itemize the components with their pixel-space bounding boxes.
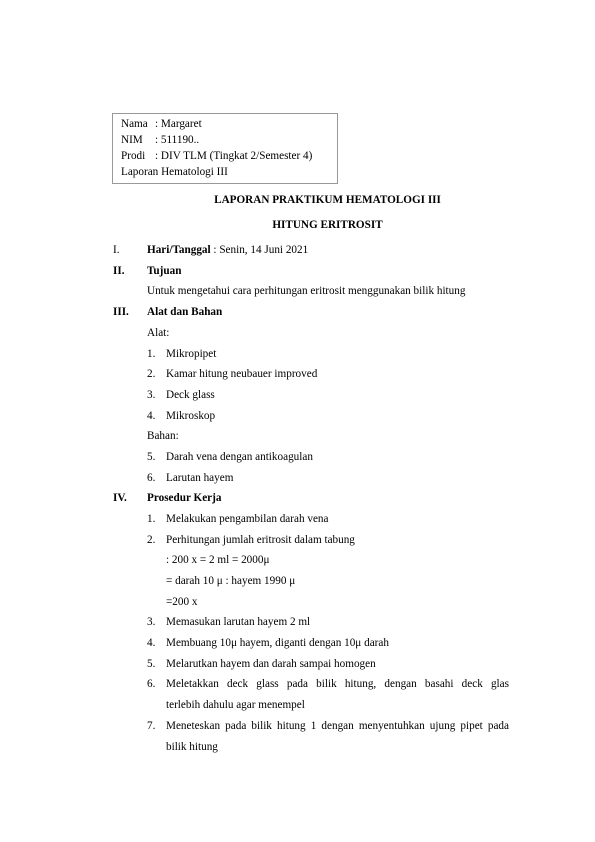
step-1: Melakukan pengambilan darah vena <box>166 513 329 525</box>
bahan-label: Bahan: <box>147 430 179 442</box>
step-6-cont: terlebih dahulu agar menempel <box>166 699 305 711</box>
step-5: Melarutkan hayem dan darah sampai homogen <box>166 658 376 670</box>
bahan-item-5-number: 5. <box>147 451 156 463</box>
alat-item-1: Mikropipet <box>166 348 217 360</box>
step-6-number: 6. <box>147 678 156 690</box>
step-1-number: 1. <box>147 513 156 525</box>
step-7: Meneteskan pada bilik hitung 1 dengan menyentuhkan ujung pipet pada <box>166 720 509 732</box>
name-value: : Margaret <box>155 118 202 130</box>
bahan-item-6-number: 6. <box>147 472 156 484</box>
step-4: Membuang 10μ hayem, diganti dengan 10μ darah <box>166 637 389 649</box>
step-5-number: 5. <box>147 658 156 670</box>
course-name: Laporan Hematologi III <box>121 166 228 178</box>
section-1-date: : Senin, 14 Juni 2021 <box>210 244 309 256</box>
prodi-label: Prodi <box>121 150 146 162</box>
step-3: Memasukan larutan hayem 2 ml <box>166 616 311 628</box>
section-2-text: Untuk mengetahui cara perhitungan eritrosit menggunakan bilik hitung <box>147 285 466 297</box>
step-2-number: 2. <box>147 534 156 546</box>
nim-label: NIM <box>121 134 143 146</box>
section-3-numeral: III. <box>113 306 129 318</box>
alat-item-3: Deck glass <box>166 389 215 401</box>
section-2-numeral: II. <box>113 265 125 277</box>
alat-item-2: Kamar hitung neubauer improved <box>166 368 318 380</box>
section-1-numeral: I. <box>113 244 120 256</box>
report-title: LAPORAN PRAKTIKUM HEMATOLOGI III <box>214 194 441 206</box>
step-2-calc-1: : 200 x = 2 ml = 2000μ <box>166 554 270 566</box>
step-2-calc-3: =200 x <box>166 596 198 608</box>
bahan-item-6: Larutan hayem <box>166 472 234 484</box>
report-subtitle: HITUNG ERITROSIT <box>272 219 383 231</box>
step-6: Meletakkan deck glass pada bilik hitung, dengan basahi deck glas <box>166 678 509 690</box>
step-3-number: 3. <box>147 616 156 628</box>
section-1-heading: Hari/Tanggal <box>147 244 211 256</box>
section-2-heading: Tujuan <box>147 265 182 277</box>
name-label: Nama <box>121 118 148 130</box>
section-4-numeral: IV. <box>113 492 127 504</box>
alat-item-1-number: 1. <box>147 348 156 360</box>
alat-item-4: Mikroskop <box>166 410 216 422</box>
step-2-calc-2: = darah 10 μ : hayem 1990 μ <box>166 575 296 587</box>
alat-item-4-number: 4. <box>147 410 156 422</box>
alat-label: Alat: <box>147 327 170 339</box>
step-2: Perhitungan jumlah eritrosit dalam tabung <box>166 534 355 546</box>
section-1-line <box>147 243 308 257</box>
alat-item-2-number: 2. <box>147 368 156 380</box>
nim-value: : 511190.. <box>155 134 200 146</box>
prodi-value: : DIV TLM (Tingkat 2/Semester 4) <box>155 150 313 162</box>
section-3-heading: Alat dan Bahan <box>147 306 223 318</box>
alat-item-3-number: 3. <box>147 389 156 401</box>
section-4-heading: Prosedur Kerja <box>147 492 222 504</box>
bahan-item-5: Darah vena dengan antikoagulan <box>166 451 313 463</box>
step-4-number: 4. <box>147 637 156 649</box>
step-7-number: 7. <box>147 720 156 732</box>
step-7-cont: bilik hitung <box>166 741 218 753</box>
